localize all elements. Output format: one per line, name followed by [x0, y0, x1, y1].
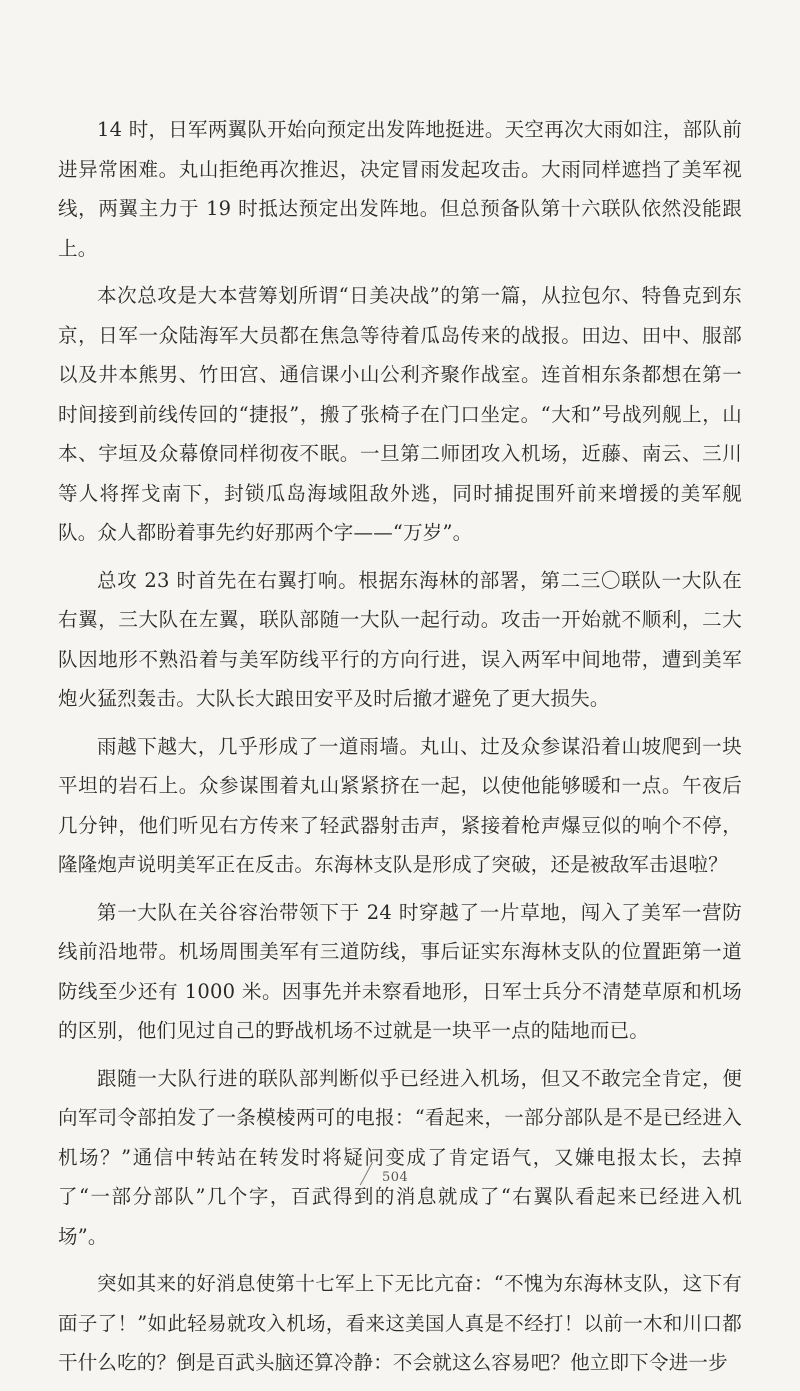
paragraph-3: 总攻 23 时首先在右翼打响。根据东海林的部署，第二三〇联队一大队在右翼，三大队在左翼，联队部随一大队一起行动。攻击一开始就不顺利，二大队因地形不熟沿着与美军防线平行的方向行进，误入两军中间地带，遭到美军炮火猛烈轰击。大队长大踉田安平及时后撤才避免了更大损失。 [58, 568, 742, 710]
paragraph-5: 第一大队在关谷容治带领下于 24 时穿越了一片草地，闯入了美军一营防线前沿地带。机场周围美军有三道防线，事后证实东海林支队的位置距第一道防线至少还有 1000 米。因事先并未察看地形，日军士兵分不清楚草原和机场的区别，他们见过自己的野战机场不过就是一块平一点的陆地而已。 [58, 900, 742, 1042]
paragraph-2: 本次总攻是大本营筹划所谓“日美决战”的第一篇，从拉包尔、特鲁克到东京，日军一众陆海军大员都在焦急等待着瓜岛传来的战报。田边、田中、服部以及井本熊男、竹田宫、通信课小山公利齐聚作战室。连首相东条都想在第一时间接到前线传回的“捷报”，搬了张椅子在门口坐定。“大和”号战列舰上，山本、宇垣及众幕僚同样彻夜不眠。一旦第二师团攻入机场，近藤、南云、三川等人将挥戈南下，封锁瓜岛海域阻敌外逃，同时捕捉围歼前来增援的美军舰队。众人都盼着事先约好那两个字——“万岁”。 [58, 284, 742, 544]
page-footer [360, 1162, 440, 1192]
paragraph-4: 雨越下越大，几乎形成了一道雨墙。丸山、辻及众参谋沿着山坡爬到一块平坦的岩石上。众参谋围着丸山紧紧挤在一起，以使他能够暖和一点。午夜后几分钟，他们听见右方传来了轻武器射击声，紧接着枪声爆豆似的响个不停，隆隆炮声说明美军正在反击。东海林支队是形成了突破，还是被敌军击退啦？ [58, 734, 742, 876]
paragraph-7: 突如其来的好消息使第十七军上下无比亢奋：“不愧为东海林支队，这下有面子了！”如此轻易就攻入机场，看来这美国人真是不经打！以前一木和川口都干什么吃的？倒是百武头脑还算冷静：不会就这么容易吧？他立即下令进一步 [58, 1272, 742, 1374]
page-number-slash-decoration [360, 1162, 373, 1185]
body-text [58, 110, 742, 1391]
paragraph-1: 14 时，日军两翼队开始向预定出发阵地挺进。天空再次大雨如注，部队前进异常困难。丸山拒绝再次推迟，决定冒雨发起攻击。大雨同样遮挡了美军视线，两翼主力于 19 时抵达预定出发阵地。但总预备队第十六联队依然没能跟上。 [58, 118, 742, 260]
paragraph-6: 跟随一大队行进的联队部判断似乎已经进入机场，但又不敢完全肯定，便向军司令部拍发了一条模棱两可的电报：“看起来，一部分部队是不是已经进入机场？”通信中转站在转发时将疑问变成了肯定语气，又嫌电报太长，去掉了“一部分部队”几个字，百武得到的消息就成了“右翼队看起来已经进入机场”。 [58, 1066, 742, 1248]
page-number: 504 [382, 1170, 409, 1185]
